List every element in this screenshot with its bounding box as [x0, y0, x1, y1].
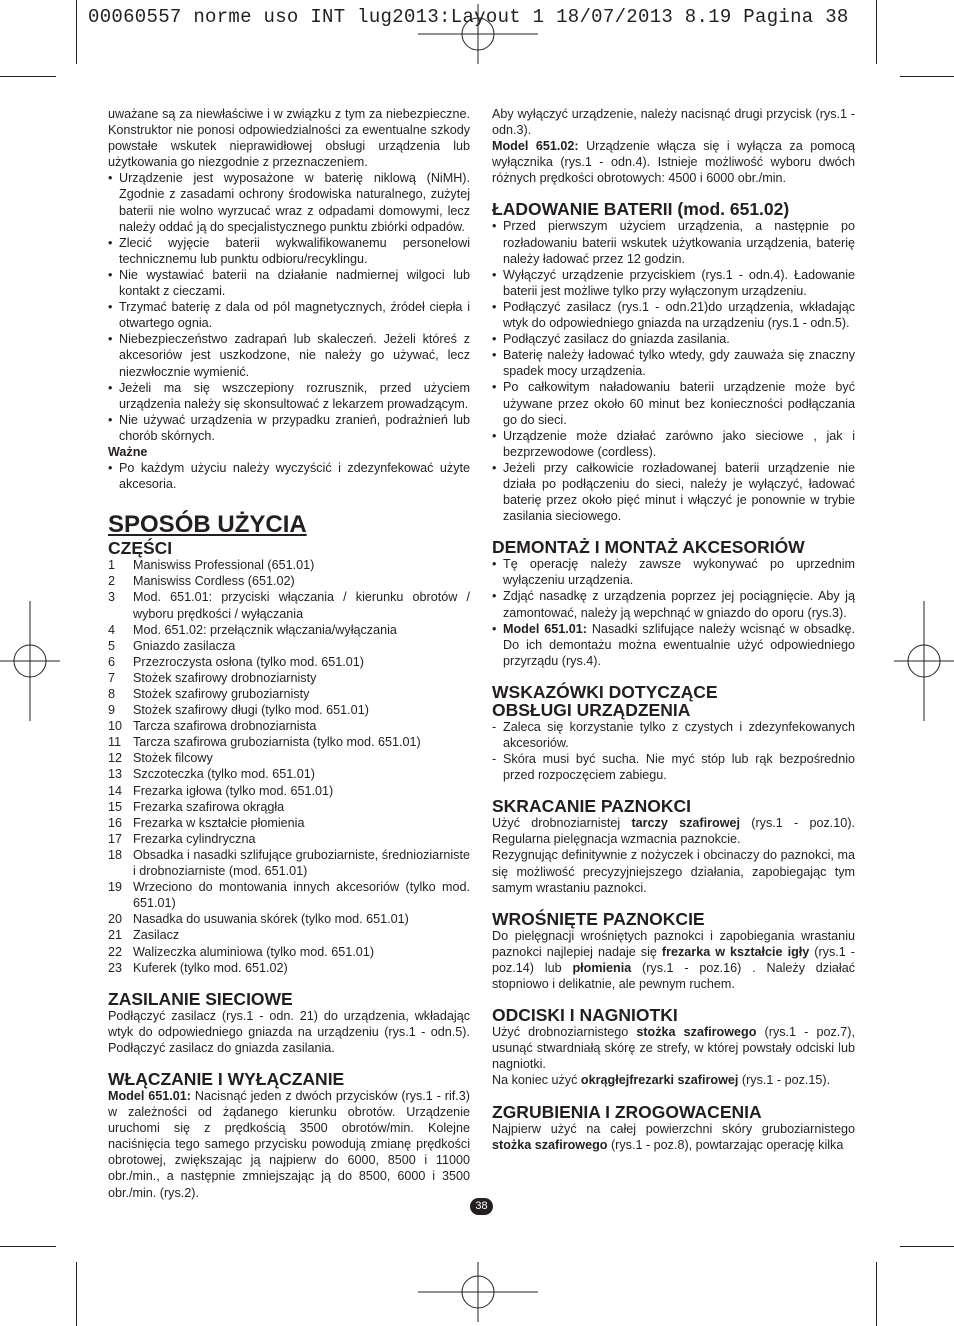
part-number: 12: [108, 751, 123, 766]
paragraph-text: (rys.1 - poz.8), powtarzając operację kilka: [607, 1137, 844, 1152]
ingrown-nails-heading: WROŚNIĘTE PAZNOKCIE: [492, 908, 705, 929]
corns-text: [492, 1024, 855, 1072]
bold-term: stożka szafirowego: [492, 1137, 608, 1152]
list-item: [108, 718, 470, 734]
important-label: Ważne: [108, 444, 148, 459]
paragraph-text: (rys.1 - poz.16) . Należy działać stopniowo i delikatnie, ale pewnym ruchem.: [492, 960, 856, 992]
print-slug: 00060557 norme uso INT lug2013:Layout 1 18/07/2013 8.19 Pagina 38: [88, 6, 849, 28]
list-item: • Zlecić wyjęcie baterii wykwalifikowanemu personelowi technicznemu lub punktu odbioru/recyklingu.: [108, 235, 470, 267]
usage-tips-list: [492, 719, 855, 783]
part-number: 18: [108, 847, 123, 862]
list-item: • Po całkowitym naładowaniu baterii urządzenie może być używane przez około 60 minut bez konieczności podłączania go do sieci.: [492, 379, 855, 427]
paragraph-text: (rys.1 - poz.14) lub: [492, 944, 855, 975]
part-number: 11: [108, 735, 122, 750]
list-item: [108, 927, 470, 943]
part-text: Maniswiss Cordless (651.02): [133, 574, 295, 589]
list-item: • Zdjąć nasadkę z urządzenia poprzez jej pociągnięcie. Aby ją zamontować, należy ją wepchnąć w gniazdo do oporu (rys.3).: [492, 588, 855, 620]
part-number: 19: [108, 880, 123, 895]
bold-term: płomienia: [572, 960, 632, 975]
part-number: 14: [108, 783, 123, 798]
part-number: 21: [108, 928, 123, 943]
registration-mark-top: [418, 4, 538, 64]
part-text: Stożek filcowy: [133, 751, 213, 766]
list-item: [108, 734, 470, 750]
list-item: • Urządzenie może działać zarówno jako sieciowe , jak i bezprzewodowe (cordless).: [492, 428, 855, 460]
parts-list: [108, 557, 470, 975]
list-item: [108, 766, 470, 782]
list-item: - Skóra musi być sucha. Nie myć stóp lub rąk bezpośrednio przed rozpoczęciem zabiegu.: [492, 751, 855, 783]
usage-title: SPOSÓB UŻYCIA: [108, 511, 307, 539]
part-text: Gniazdo zasilacza: [133, 638, 236, 653]
model-label: Model 651.01:: [108, 1088, 191, 1103]
left-column: [108, 106, 470, 1201]
list-item: • Przed pierwszym użyciem urządzenia, a następnie po rozładowaniu baterii wskutek użytkowania urządzenia, baterię należy ładować przez 12 godzin.: [492, 218, 855, 266]
page-number-badge: 38: [470, 1198, 493, 1215]
mains-power-heading: ZASILANIE SIECIOWE: [108, 988, 293, 1009]
nail-trimming-text: [492, 815, 855, 847]
list-item: [108, 831, 470, 847]
bold-term: stożka szafirowego: [636, 1025, 757, 1040]
part-number: 5: [108, 638, 116, 653]
part-text: Kuferek (tylko mod. 651.02): [133, 960, 288, 975]
part-number: 20: [108, 912, 123, 927]
part-text: Mod. 651.02: przełącznik włączania/wyłączania: [133, 622, 397, 637]
paragraph-text: Na koniec użyć: [492, 1073, 581, 1088]
list-item: [108, 573, 470, 589]
important-bullets: [108, 460, 470, 492]
battery-charging-list: [492, 218, 855, 524]
part-number: 23: [108, 960, 123, 975]
intro-paragraph: uważane są za niewłaściwe i w związku z tym za niebezpieczne. Konstruktor nie ponosi odpowiedzialności za ewentualne szkody powstałe wskutek nieprawidłowej obsługi urządzenia lub użytkowania go niezgodnie z przeznaczeniem.: [108, 107, 470, 170]
registration-mark-bottom: [418, 1262, 538, 1322]
part-text: Szczoteczka (tylko mod. 651.01): [133, 767, 315, 782]
on-off-heading: WŁĄCZANIE I WYŁĄCZANIE: [108, 1068, 345, 1089]
list-item: [108, 944, 470, 960]
list-item: • Niebezpieczeństwo zadrapań lub skaleczeń. Jeżeli któreś z akcesoriów jest uszkodzone, nie należy go używać, lecz niezwłocznie wymienić.: [108, 331, 470, 379]
part-number: 15: [108, 799, 123, 814]
corns-heading: ODCISKI I NAGNIOTKI: [492, 1005, 678, 1026]
list-item: • Nie używać urządzenia w przypadku zranień, podrażnień lub chorób skórnych.: [108, 412, 470, 444]
usage-tips-heading: [492, 683, 855, 719]
part-text: Frezarka cylindryczna: [133, 831, 256, 846]
right-column: [492, 106, 855, 1153]
list-item: • Baterię należy ładować tylko wtedy, gdy zauważa się znaczny spadek mocy urządzenia.: [492, 347, 855, 379]
paragraph-text: (rys.1 - poz.15).: [738, 1073, 831, 1088]
paragraph-text: Nacisnąć jeden z dwóch przycisków (rys.1 - rif.3) w zależności od żądanego kierunku obrotów. Urządzenie uruchomi się z prędkością 3500 obrotów/min. Kolejne naciśnięcia tego samego przycisku powodują zmianę prędkości obrotowej, zwiększając ją najpierw do 6000, 8500 i 11000 obr./min., a następnie zmniejszając ją do 8500, 6000 i 3500 obr./min. (rys.2).: [108, 1088, 470, 1200]
paragraph-text: Do pielęgnacji wrośniętych paznokci i zapobiegania wrastaniu paznokci najlepiej nadaje się: [492, 928, 855, 959]
paragraph-text: Urządzenie włącza się i wyłącza za pomocą wyłącznika (rys.1 - odn.4). Istnieje możliwość wyboru dwóch różnych prędkości obrotowych: 4500 i 6000 obr./min.: [492, 139, 856, 186]
model-label: Model 651.01:: [503, 621, 587, 636]
part-text: Walizeczka aluminiowa (tylko mod. 651.01): [133, 944, 375, 959]
mains-power-text: Podłączyć zasilacz (rys.1 - odn. 21) do urządzenia, wkładając wtyk do odpowiedniego gniazda na urządzeniu (rys.1 - odn.5). Podłączyć zasilacz do gniazda zasilania.: [108, 1008, 470, 1055]
bold-term: tarczy szafirowej: [631, 816, 741, 831]
list-item: [108, 686, 470, 702]
part-number: 2: [108, 574, 116, 589]
list-item: - Zaleca się korzystanie tylko z czystych i zdezynfekowanych akcesoriów.: [492, 719, 855, 751]
battery-charging-heading: ŁADOWANIE BATERII (mod. 651.02): [492, 199, 790, 220]
paragraph-text: Najpierw użyć na całej powierzchni skóry gruboziarnistego: [492, 1121, 855, 1136]
part-text: Maniswiss Professional (651.01): [133, 558, 315, 573]
paragraph-text: (rys.1 - poz.7), usunąć stwardniałą skórę ze strefy, w której powstały odciski lub nagniotki.: [492, 1025, 855, 1072]
bold-term: okrągłejfrezarki szafirowej: [580, 1073, 739, 1088]
accessories-list: [492, 556, 855, 669]
part-text: Tarcza szafirowa gruboziarnista (tylko mod. 651.01): [133, 735, 421, 750]
list-item: • Jeżeli przy całkowicie rozładowanej baterii urządzenie nie działa po podłączeniu do sieci, należy je wyłączyć, ładować baterię przez około pięć minut i włączyć je ponownie w trybie zasilania sieciowego.: [492, 460, 855, 524]
list-item: • Jeżeli ma się wszczepiony rozrusznik, przed użyciem urządzenia należy się skonsultować z lekarzem prowadzącym.: [108, 380, 470, 412]
list-item: • Po każdym użyciu należy wyczyścić i zdezynfekować użyte akcesoria.: [108, 460, 470, 492]
paragraph-text: Nasadki szlifujące należy wcisnąć w obsadkę. Do ich demontażu można ewentualnie użyć odpowiedniego przyrządu (rys.4).: [503, 621, 855, 668]
list-item: • Wyłączyć urządzenie przyciskiem (rys.1 - odn.4). Ładowanie baterii jest możliwe tylko przy wyłączonym urządzeniu.: [492, 267, 855, 299]
part-number: 9: [108, 703, 116, 718]
list-item: • Podłączyć zasilacz (rys.1 - odn.21)do urządzenia, wkładając wtyk do odpowiedniego gniazda na urządzeniu (rys.1 - odn.5).: [492, 299, 855, 331]
list-item: [108, 847, 470, 879]
registration-mark-left: [0, 601, 60, 721]
part-number: 8: [108, 687, 116, 701]
paragraph-text: (rys.1 - poz.10). Regularna pielęgnacja wzmacnia paznokcie.: [492, 816, 856, 847]
list-item: [108, 589, 470, 621]
model-label: Model 651.02:: [492, 139, 579, 154]
list-item: • Urządzenie jest wyposażone w baterię niklową (NiMH). Zgodnie z zasadami ochrony środowiska naturalnego, zużytej baterii nie wolno wyrzucać wraz z odpadami domowymi, lecz należy oddać ją do specjalistycznego punktu zbiórki odpadów.: [108, 170, 470, 234]
nail-trimming-heading: SKRACANIE PAZNOKCI: [492, 796, 691, 817]
paragraph-text: Użyć drobnoziarnistej: [492, 816, 632, 831]
part-number: 3: [108, 590, 116, 605]
list-item: [108, 750, 470, 766]
part-number: 1: [108, 558, 116, 573]
continued-paragraph: Aby wyłączyć urządzenie, należy nacisnąć drugi przycisk (rys.1 - odn.3).: [492, 107, 855, 138]
list-item: • Trzymać baterię z dala od pól magnetycznych, źródeł ciepła i otwartego ognia.: [108, 299, 470, 331]
corns-text-2: [492, 1072, 855, 1088]
calluses-heading: ZGRUBIENIA I ZROGOWACENIA: [492, 1101, 762, 1122]
list-item: [108, 557, 470, 573]
part-number: 10: [108, 719, 123, 734]
part-text: Frezarka szafirowa okrągła: [133, 799, 285, 814]
list-item: [108, 960, 470, 976]
list-item: [108, 911, 470, 927]
list-item: [108, 670, 470, 686]
on-off-text: [108, 1088, 470, 1201]
part-text: Wrzeciono do montowania innych akcesoriów (tylko mod. 651.01): [133, 880, 470, 911]
part-number: 13: [108, 767, 123, 782]
part-text: Mod. 651.01: przyciski włączania / kierunku obrotów / wyboru prędkości / wyłączania: [133, 590, 470, 621]
list-item: [108, 702, 470, 718]
heading-line: WSKAZÓWKI DOTYCZĄCE: [492, 681, 718, 702]
part-number: 4: [108, 622, 116, 637]
part-text: Stożek szafirowy drobnoziarnisty: [133, 670, 317, 685]
part-text: Frezarka w kształcie płomienia: [133, 815, 305, 830]
part-number: 16: [108, 815, 123, 830]
safety-bullets: [108, 170, 470, 444]
part-text: Stożek szafirowy gruboziarnisty: [133, 687, 310, 701]
list-item: [108, 799, 470, 815]
list-item: [108, 815, 470, 831]
list-item: [108, 622, 470, 638]
part-number: 22: [108, 944, 123, 959]
paragraph-text: Użyć drobnoziarnistego: [492, 1025, 637, 1040]
heading-line: OBSŁUGI URZĄDZENIA: [492, 699, 691, 720]
list-item: [108, 783, 470, 799]
registration-mark-right: [894, 601, 954, 721]
part-number: 7: [108, 670, 116, 685]
list-item: • Podłączyć zasilacz do gniazda zasilania.: [492, 331, 855, 347]
list-item: [108, 638, 470, 654]
list-item: [108, 654, 470, 670]
part-number: 17: [108, 831, 123, 846]
part-text: Frezarka igłowa (tylko mod. 651.01): [133, 783, 334, 798]
part-text: Stożek szafirowy długi (tylko mod. 651.01): [133, 703, 369, 718]
part-text: Tarcza szafirowa drobnoziarnista: [133, 719, 317, 734]
part-text: Zasilacz: [133, 928, 180, 943]
part-text: Obsadka i nasadki szlifujące gruboziarniste, średnioziarniste i drobnoziarniste (mod. 651.01): [133, 847, 470, 879]
nail-trimming-text-2: Rezygnując definitywnie z nożyczek i obcinaczy do paznokci, ma się możliwość precyzyjniejszego działania, zapobiegając tym samym wrastaniu paznokci.: [492, 848, 855, 895]
list-item: • Tę operację należy zawsze wykonywać po uprzednim wyłączeniu urządzenia.: [492, 556, 855, 588]
list-item: [108, 879, 470, 911]
model-651-02-paragraph: [492, 138, 855, 186]
list-item: • Nie wystawiać baterii na działanie nadmiernej wilgoci lub kontakt z cieczami.: [108, 267, 470, 299]
bold-term: frezarka w kształcie igły: [661, 944, 810, 959]
part-text: Nasadka do usuwania skórek (tylko mod. 651.01): [133, 912, 409, 927]
part-number: 6: [108, 654, 116, 669]
ingrown-nails-text: [492, 928, 855, 992]
parts-heading: CZĘŚCI: [108, 538, 173, 559]
part-text: Przezroczysta osłona (tylko mod. 651.01): [133, 654, 364, 669]
calluses-text: [492, 1121, 855, 1153]
accessories-heading: DEMONTAŻ I MONTAŻ AKCESORIÓW: [492, 537, 805, 558]
list-item: [492, 621, 855, 669]
